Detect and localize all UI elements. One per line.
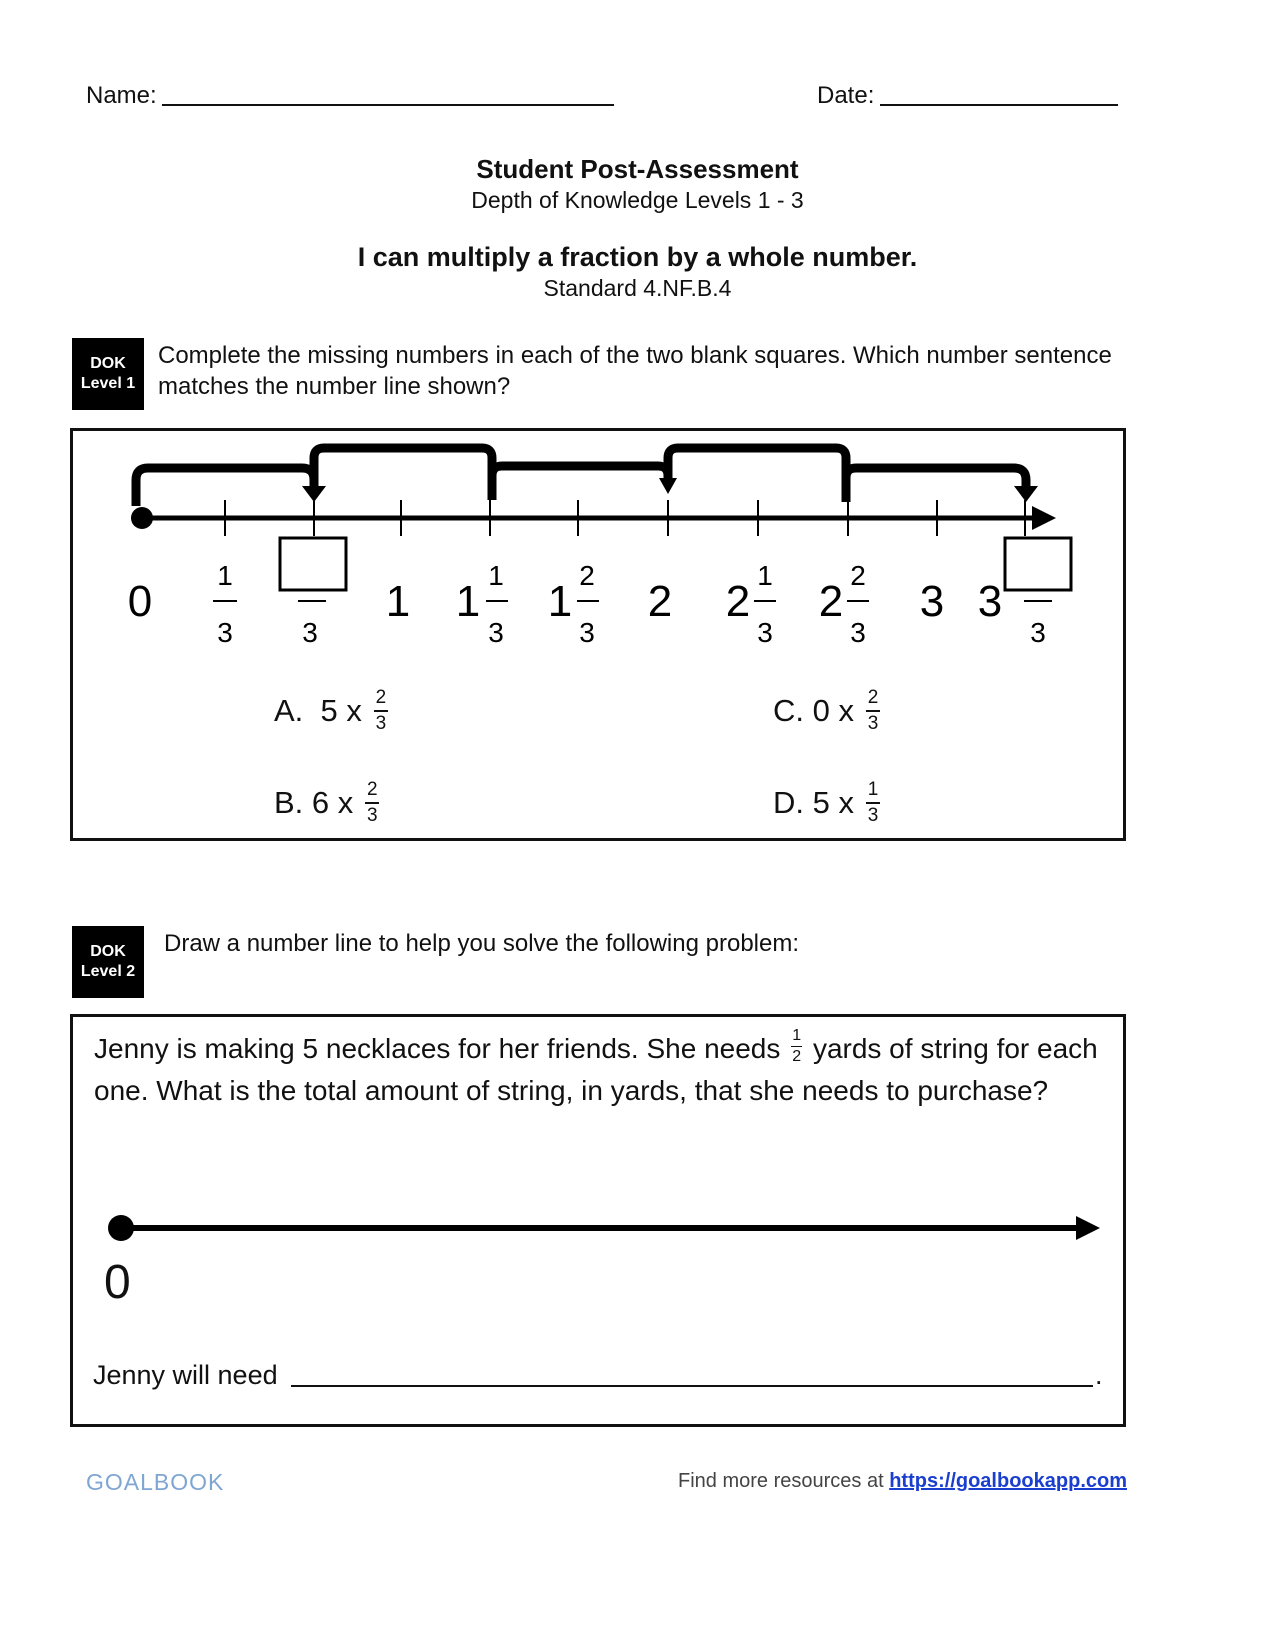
dok-badge-line1: DOK — [90, 943, 126, 960]
label-2: 2 — [647, 577, 673, 626]
name-field[interactable] — [162, 104, 614, 106]
choice-b-expr: 6 x — [311, 785, 354, 820]
dok-level-1-badge — [72, 338, 144, 410]
frac-num: 1 — [867, 779, 879, 800]
label-frac-2-den: 3 — [302, 617, 318, 648]
label-mixed-5-whole: 2 — [725, 577, 751, 626]
label-frac-1-num: 1 — [217, 560, 233, 591]
choice-c-expr: 0 x — [812, 693, 854, 728]
dok-badge-line2: Level 2 — [80, 963, 136, 980]
label-0: 0 — [127, 577, 153, 626]
hop-arrowhead-3 — [1014, 486, 1038, 502]
choice-c[interactable] — [773, 688, 880, 734]
choice-d-letter: D. — [773, 785, 804, 820]
choice-c-fraction — [866, 688, 880, 734]
choice-d-expr: 5 x — [812, 785, 854, 820]
frac-num: 2 — [366, 779, 378, 800]
label-mixed-6-whole: 2 — [818, 577, 844, 626]
number-line-start-dot — [108, 1215, 134, 1241]
label-mixed-5-num: 1 — [757, 560, 773, 591]
label-mixed-3-whole: 1 — [455, 577, 481, 626]
frac-den: 3 — [366, 805, 378, 826]
hop-5 — [846, 468, 1026, 502]
date-label: Date: — [817, 82, 875, 109]
dok-level-2-badge — [72, 926, 144, 998]
hop-2 — [314, 448, 492, 490]
label-mixed-7-whole: 3 — [977, 577, 1003, 626]
q2-zero-label: 0 — [104, 1256, 131, 1309]
choice-d-fraction — [866, 780, 880, 826]
number-line-start-dot — [131, 507, 153, 529]
label-frac-1-den: 3 — [217, 617, 233, 648]
label-mixed-3-den: 3 — [488, 617, 504, 648]
label-3: 3 — [919, 577, 945, 626]
frac-num: 1 — [792, 1027, 802, 1045]
answer-label: Jenny will need — [93, 1360, 278, 1390]
q2-number-line[interactable] — [100, 1208, 1110, 1248]
q1-prompt: Complete the missing numbers in each of the two blank squares. Which number sentence matches the number line shown? — [158, 342, 1112, 400]
goalbook-logo: GOALBOOK — [86, 1469, 225, 1495]
label-mixed-4-whole: 1 — [547, 577, 573, 626]
learning-goal: I can multiply a fraction by a whole number. — [357, 242, 918, 272]
dok-badge-line1: DOK — [90, 355, 126, 372]
choice-a-expr: 5 x — [320, 693, 362, 728]
choice-a-fraction — [374, 688, 388, 734]
label-mixed-7-den: 3 — [1030, 617, 1046, 648]
hop-3 — [492, 466, 668, 500]
footer-text — [678, 1470, 1127, 1493]
blank-square-1[interactable] — [280, 538, 346, 590]
choice-c-letter: C. — [773, 693, 804, 728]
footer-label: Find more resources at — [678, 1470, 884, 1492]
choice-d[interactable] — [773, 780, 880, 826]
hop-arrowhead-2 — [659, 478, 677, 494]
dok-badge-line2: Level 1 — [80, 375, 136, 392]
answer-field[interactable] — [291, 1385, 1093, 1387]
frac-den: 3 — [375, 713, 387, 734]
page-subtitle: Depth of Knowledge Levels 1 - 3 — [471, 187, 804, 213]
blank-square-2[interactable] — [1005, 538, 1071, 590]
q2-story — [94, 1028, 1104, 1112]
name-label: Name: — [86, 82, 157, 109]
choice-b[interactable] — [274, 780, 379, 826]
date-field[interactable] — [880, 104, 1118, 106]
frac-den: 2 — [792, 1048, 802, 1066]
label-mixed-6-den: 3 — [850, 617, 866, 648]
choice-a[interactable] — [274, 688, 388, 734]
story-text-2: yards of string for each one. What is the total amount of string, in yards, that she needs to purchase? — [94, 1033, 1098, 1106]
hop-arrowhead-1 — [302, 486, 326, 502]
footer-link[interactable]: https://goalbookapp.com — [889, 1470, 1127, 1492]
choice-a-letter: A. — [274, 693, 304, 728]
frac-den: 3 — [867, 713, 879, 734]
choice-b-fraction — [365, 780, 379, 826]
label-1: 1 — [385, 577, 411, 626]
choice-b-letter: B. — [274, 785, 304, 820]
story-text-1: Jenny is making 5 necklaces for her friends. She needs — [94, 1033, 781, 1064]
answer-period: . — [1095, 1360, 1103, 1390]
number-line-arrowhead — [1032, 506, 1056, 530]
standard-label: Standard 4.NF.B.4 — [543, 275, 732, 301]
label-mixed-5-den: 3 — [757, 617, 773, 648]
page-title: Student Post-Assessment — [476, 154, 799, 184]
number-line-arrowhead — [1076, 1216, 1100, 1240]
frac-num: 2 — [867, 687, 879, 708]
label-mixed-4-den: 3 — [579, 617, 595, 648]
label-mixed-3-num: 1 — [488, 560, 504, 591]
frac-den: 3 — [867, 805, 879, 826]
story-fraction — [791, 1028, 802, 1065]
q1-number-line — [70, 428, 1126, 728]
frac-num: 2 — [375, 687, 387, 708]
hop-4 — [668, 448, 846, 486]
label-mixed-6-num: 2 — [850, 560, 866, 591]
label-mixed-4-num: 2 — [579, 560, 595, 591]
q2-prompt: Draw a number line to help you solve the following problem: — [164, 930, 800, 957]
